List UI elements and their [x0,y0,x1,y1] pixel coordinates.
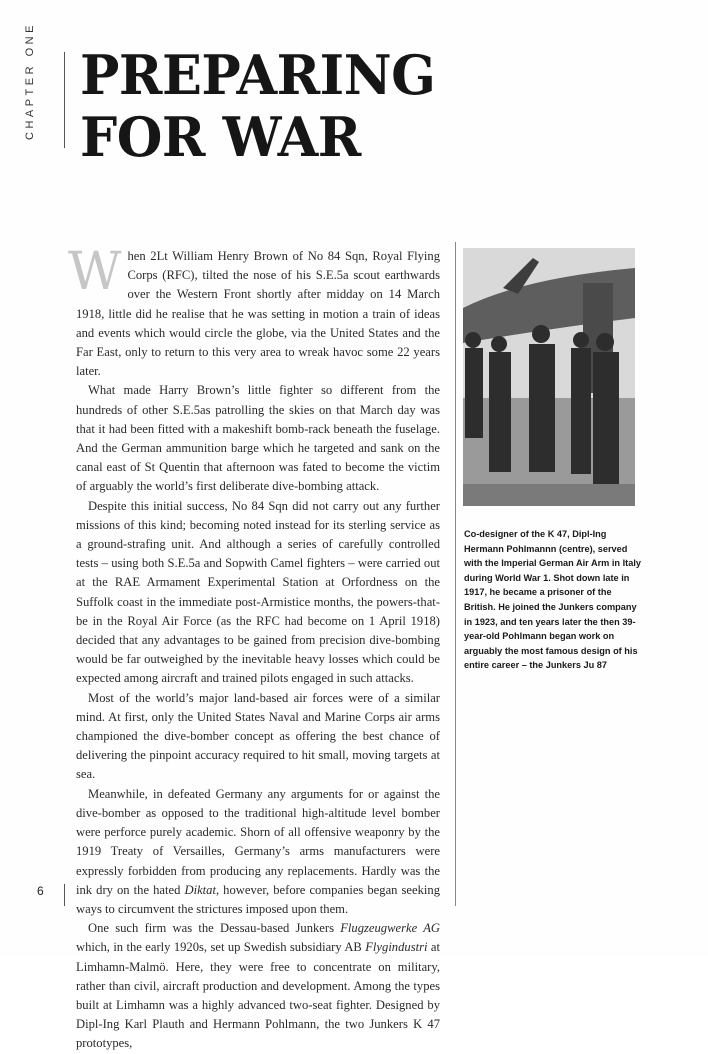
paragraph-5-text-b: , however, before companies began seeking ways to circumvent the strictures imposed upon them. [76,882,440,916]
page-number-rule [64,884,65,906]
chapter-title-line2: FOR WAR [80,105,361,169]
historical-photo [463,248,635,506]
paragraph-2: What made Harry Brown’s little fighter so different from the hundreds of other S.E.5as patrolling the skies on that March day was that it had been fitted with a makeshift bomb-rack beneath the fuselage. And the German ammunition barge which he targeted and sank on the canal east of St Quentin that afternoon was fated to become the victim of arguably the world’s first deliberate dive-bombing attack. [76,383,440,494]
chapter-title [80,44,435,168]
chapter-label: CHAPTER ONE [24,22,36,140]
photo-caption: Co-designer of the K 47, Dipl-Ing Hermann Pohlmannn (centre), served with the Imperial German Air Arm in Italy during World War 1. Shot down late in 1917, he became a prisoner of the British. He joined the Junkers company in 1923, and ten years later the then 39-year-old Pohlmann began work on arguably the most famous design of his entire career – the Junkers Ju 87 [464,529,641,671]
paragraph-5-text-a: Meanwhile, in defeated Germany any arguments for or against the dive-bomber as opposed to the traditional high-altitude level bomber were perforce purely academic. Shorn of all offensive weaponry by the 1919 Treaty of Versailles, Germany’s arms manufacturers were expressly forbidden from producing any replacements. Hardly was the ink dry on the hated [76,786,440,897]
page-number: 6 [37,884,44,898]
photo-illustration [463,248,635,506]
diktat-term: Diktat [184,882,216,897]
subsidiary-name: Flygindustri [365,940,428,955]
body-text [68,242,440,1054]
chapter-divider-rule [64,52,65,148]
paragraph-1-text: hen 2Lt William Henry Brown of No 84 Sqn, Royal Flying Corps (RFC), tilted the nose of his S.E.5a scout earthwards over the Western Front shortly after midday on 14 March 1918, little did he realise that he was setting in motion a train of ideas and events which would circle the globe, via the United States and the Far East, only to return to this very area to wreak havoc some 22 years later. [76,249,440,379]
paragraph-6-text-b: which, in the early 1920s, set up Swedish subsidiary AB [76,940,366,955]
paragraph-6 [76,919,440,1053]
drop-cap: W [68,242,122,302]
paragraph-6-text-a: One such firm was the Dessau-based Junkers [88,921,341,936]
paragraph-4: Most of the world’s major land-based air forces were of a similar mind. At first, only the United States Naval and Marine Corps air arms championed the dive-bomber concept as offering the best chance of delivering the pinpoint accuracy required to hit small, moving targets at sea. [76,690,440,782]
paragraph-1 [68,242,440,381]
paragraph-6-text-c: at Limhamn-Malmö. Here, they were free to concentrate on military, rather than civil, aircraft production and development. Among the types built at Limhamn was a highly advanced two-seat fighter. Designed by Dipl-Ing Karl Plauth and Hermann Pohlmann, the two Junkers K 47 prototypes, [76,940,440,1051]
paragraph-3: Despite this initial success, No 84 Sqn did not carry out any further missions of this kind; becoming noted instead for its sterling service as a ground-strafing unit. And although a series of carefully controlled tests – using both S.E.5a and Sopwith Camel fighters – were carried out at the RAE Armament Experimental Station at Orfordness on the Suffolk coast in the immediate post-Armistice months, the powers-that-be in the Royal Air Force (as the RFC had become on 1 April 1918) decided that any advantages to be gained from precision dive-bombing would be far outweighed by the inevitable heavy losses which could be expected among aircraft and trained pilots engaged in such attacks. [76,498,440,686]
company-name: Flugzeugwerke AG [340,921,440,936]
paragraph-5 [76,785,440,919]
column-divider-rule [455,242,456,906]
chapter-title-line1: PREPARING [80,43,436,107]
